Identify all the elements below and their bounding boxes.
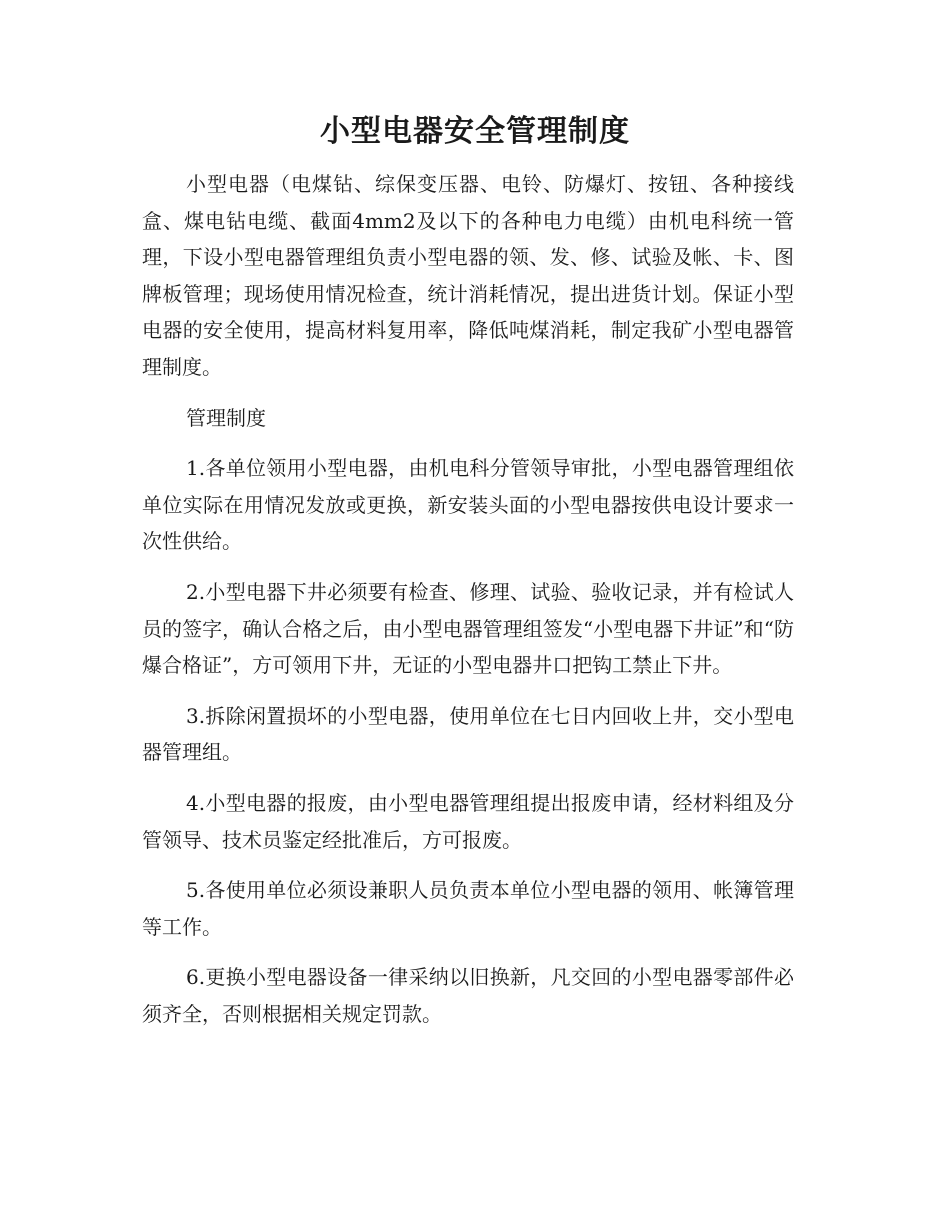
section-heading: 管理制度 — [186, 405, 266, 430]
intro-paragraph: 小型电器（电煤钻、综保变压器、电铃、防爆灯、按钮、各种接线盒、煤电钻电缆、截面4mm2及以下的各种电力电缆）由机电科统一管理，下设小型电器管理组负责小型电器的领、发、修、试验及帐、卡、图牌板管理；现场使用情况检查，统计消耗情况，提出进货计划。保证小型电器的安全使用，提高材料复用率，降低吨煤消耗，制定我矿小型电器管理制度。 — [142, 172, 794, 379]
rule-item-1: 1.各单位领用小型电器，由机电科分管领导审批，小型电器管理组依单位实际在用情况发放或更换，新安装头面的小型电器按供电设计要求一次性供给。 — [142, 456, 794, 554]
rule-item-4: 4.小型电器的报废，由小型电器管理组提出报废申请，经材料组及分管领导、技术员鉴定经批准后，方可报废。 — [142, 790, 794, 852]
rule-item-5: 5.各使用单位必须设兼职人员负责本单位小型电器的领用、帐簿管理等工作。 — [142, 878, 794, 939]
rule-item-6: 6.更换小型电器设备一律采纳以旧换新，凡交回的小型电器零部件必须齐全，否则根据相关规定罚款。 — [142, 965, 794, 1026]
rule-item-2: 2.小型电器下井必须要有检查、修理、试验、验收记录，并有检试人员的签字，确认合格之后，由小型电器管理组签发“小型电器下井证”和“防爆合格证”，方可领用下井，无证的小型电器井口把钩工禁止下井。 — [142, 579, 794, 678]
document-title: 小型电器安全管理制度 — [320, 114, 630, 149]
document-body — [142, 166, 794, 1046]
rule-item-3: 3.拆除闲置损坏的小型电器，使用单位在七日内回收上井，交小型电器管理组。 — [142, 703, 794, 765]
